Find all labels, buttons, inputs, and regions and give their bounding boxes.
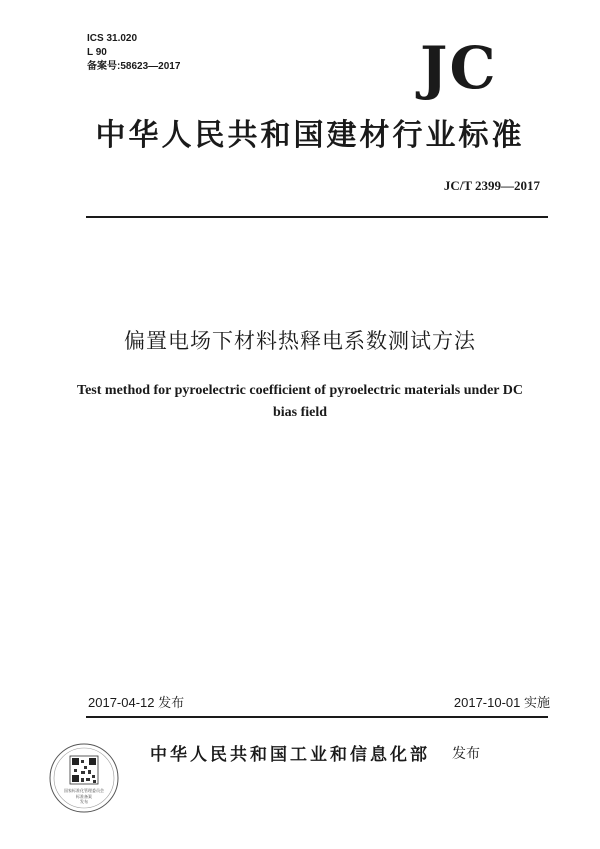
publish-label: 发布: [452, 746, 480, 762]
seal-line-3: 发布: [80, 799, 88, 804]
record-number: 备案号:58623—2017: [87, 61, 181, 72]
jc-logo: JC: [420, 34, 498, 102]
ics-code: ICS 31.020: [87, 33, 138, 44]
document-title-cn: 偏置电场下材料热释电系数测试方法: [124, 329, 476, 353]
document-title-en: [70, 380, 530, 424]
bottom-divider: [86, 716, 548, 718]
seal-line-1: 国家标准化管理委员会: [64, 788, 104, 793]
implementation-date: 2017-10-01 实施: [453, 695, 550, 710]
qr-code-seal-icon: [48, 742, 120, 814]
standard-number: JC/T 2399—2017: [443, 178, 540, 193]
seal-line-2: 标准备案: [76, 794, 92, 799]
top-divider: [86, 216, 548, 218]
document-title-en-line2: bias field: [272, 405, 328, 420]
document-title-en-line1: Test method for pyroelectric coefficient of pyroelectric materials under DC: [77, 383, 523, 398]
publisher-name: 中华人民共和国工业和信息化部: [150, 745, 430, 765]
standard-category-title: 中华人民共和国建材行业标准: [95, 118, 525, 153]
issue-date: 2017-04-12 发布: [88, 695, 185, 710]
classification-code: L 90: [87, 47, 107, 58]
